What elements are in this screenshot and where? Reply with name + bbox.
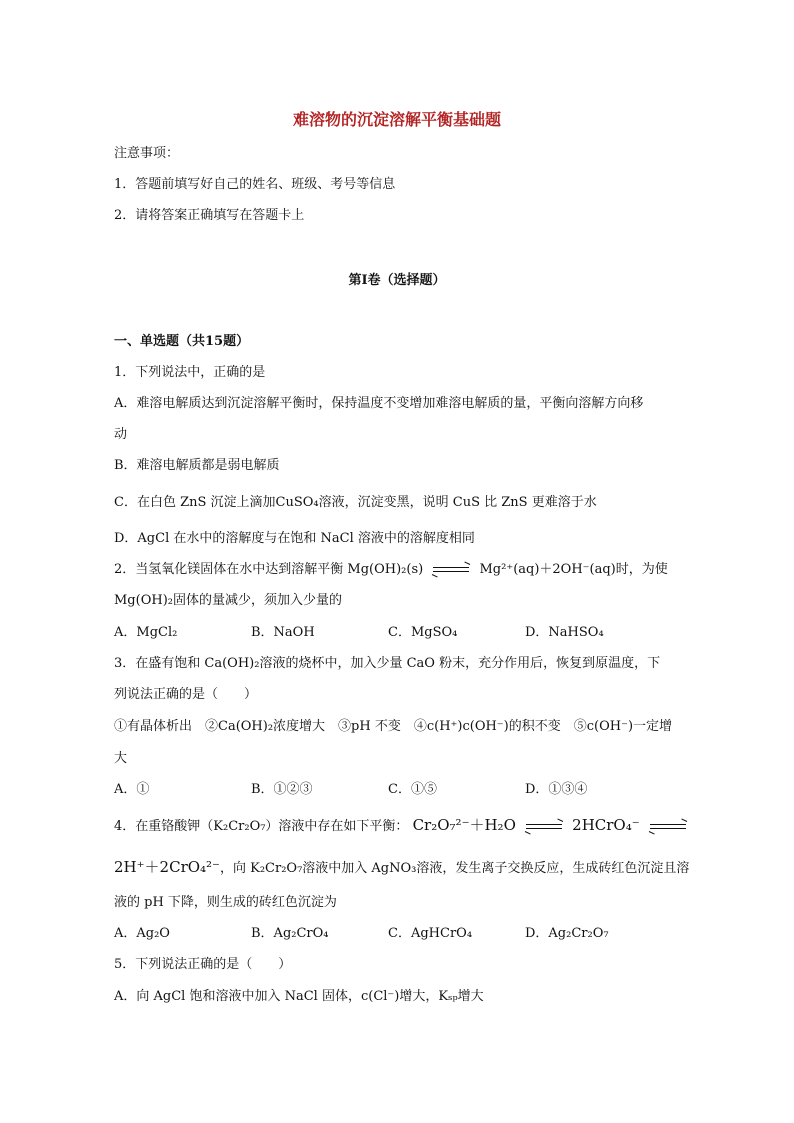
q2-stem-line2: Mg(OH)₂固体的量减少，须加入少量的	[114, 593, 342, 608]
q3-statements-line2: 大	[114, 751, 128, 766]
equilibrium-arrow-icon	[650, 823, 686, 831]
q3-statements-line1: ①有晶体析出 ②Ca(OH)₂浓度增大 ③pH 不变 ④c(H⁺)c(OH⁻)的积不变 ⑤c(OH⁻)一定增	[114, 719, 673, 734]
q1-option-c-post: 溶液，沉淀变黑，说明 CuS 比 ZnS 更难溶于水	[318, 495, 597, 510]
q3-option-c: C．①⑤	[388, 782, 437, 797]
q4-eq-left: Cr₂O₇²⁻＋H₂O	[412, 816, 516, 834]
q1-stem: 1．下列说法中，正确的是	[114, 365, 266, 380]
q1-option-d: D．AgCl 在水中的溶解度与在饱和 NaCl 溶液中的溶解度相同	[114, 531, 475, 546]
q2-stem-post: Mg²⁺(aq)＋2OH⁻(aq)时，为使	[479, 562, 668, 577]
q2-option-a: A．MgCl₂	[114, 625, 178, 640]
q5-option-a: A．向 AgCl 饱和溶液中加入 NaCl 固体，c(Cl⁻)增大，Kₛₚ增大	[114, 989, 484, 1004]
q2-option-b: B．NaOH	[251, 625, 315, 640]
q3-option-b: B．①②③	[251, 782, 313, 797]
q2-stem-line1	[114, 561, 668, 579]
q2-option-c: C．MgSO₄	[388, 625, 458, 640]
q4-stem-line2-post: ，向 K₂Cr₂O₇溶液中加入 AgNO₃溶液，发生离子交换反应，生成砖红色沉淀且溶	[219, 861, 690, 876]
q4-stem-line3: 液的 pH 下降，则生成的砖红色沉淀为	[114, 895, 337, 910]
equilibrium-arrow-icon	[526, 823, 562, 831]
q4-option-c: C．AgHCrO₄	[388, 926, 473, 941]
q4-option-d: D．Ag₂Cr₂O₇	[525, 926, 609, 941]
q5-stem: 5．下列说法正确的是（ ）	[114, 957, 292, 972]
section-title: 一、单选题（共15题）	[114, 334, 250, 349]
q1-option-c-pre: C．在白色 ZnS 沉淀上滴加	[114, 495, 276, 510]
q4-eq-mid: 2HCrO₄⁻	[572, 816, 640, 834]
q1-option-c	[114, 494, 597, 512]
q4-eq-right: 2H⁺＋2CrO₄²⁻	[114, 858, 220, 876]
q4-stem-line1	[114, 816, 692, 836]
q3-stem-line2: 列说法正确的是（ ）	[114, 687, 258, 702]
part-title: 第I卷（选择题）	[348, 273, 446, 288]
q4-option-b: B．Ag₂CrO₄	[251, 926, 329, 941]
q4-stem-line2	[114, 858, 689, 878]
q4-option-a: A．Ag₂O	[114, 926, 170, 941]
q1-option-c-formula: CuSO₄	[275, 495, 319, 510]
q1-option-b: B．难溶电解质都是弱电解质	[114, 458, 280, 473]
q2-stem-pre: 2．当氢氧化镁固体在水中达到溶解平衡 Mg(OH)₂(s)	[114, 562, 424, 577]
q3-stem-line1: 3．在盛有饱和 Ca(OH)₂溶液的烧杯中，加入少量 CaO 粉末，充分作用后，恢复到原温度，下	[114, 656, 661, 671]
q1-option-a-line2: 动	[114, 427, 128, 442]
notice-item-2: 2．请将答案正确填写在答题卡上	[114, 208, 305, 223]
notice-heading: 注意事项：	[114, 146, 180, 161]
q2-option-d: D．NaHSO₄	[525, 625, 604, 640]
equilibrium-arrow-icon	[433, 566, 469, 574]
q1-option-a-line1: A．难溶电解质达到沉淀溶解平衡时，保持温度不变增加难溶电解质的量，平衡向溶解方向移	[114, 396, 644, 411]
q4-stem-pre: 4．在重铬酸钾（K₂Cr₂O₇）溶液中存在如下平衡：	[114, 819, 409, 834]
document-title: 难溶物的沉淀溶解平衡基础题	[292, 110, 501, 129]
q3-option-a: A．①	[114, 782, 150, 797]
q3-option-d: D．①③④	[525, 782, 588, 797]
notice-item-1: 1．答题前填写好自己的姓名、班级、考号等信息	[114, 177, 396, 192]
